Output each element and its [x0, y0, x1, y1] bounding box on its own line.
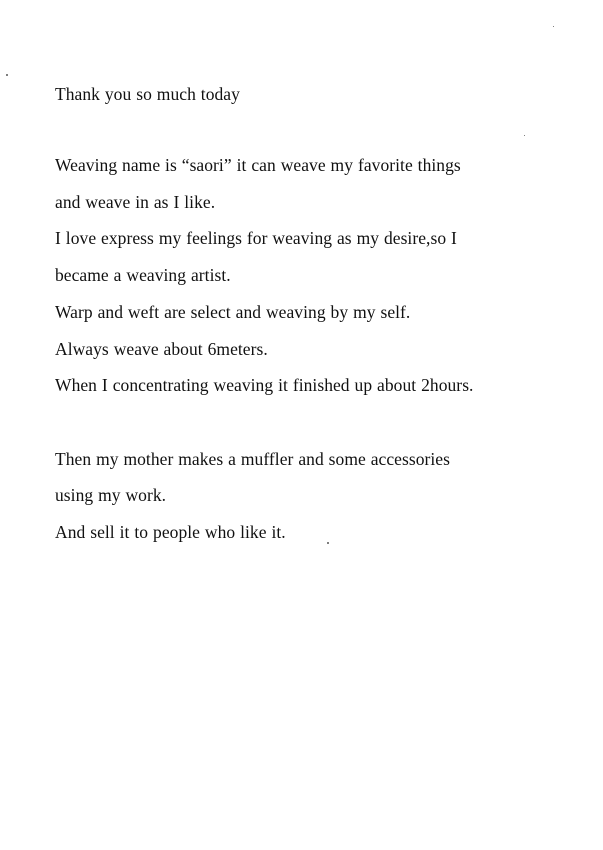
paragraph2-line-1: Then my mother makes a muffler and some accessories — [55, 449, 450, 469]
paragraph1-line-1: Weaving name is “saori” it can weave my favorite things — [55, 155, 461, 175]
paragraph1-line-6: Always weave about 6meters. — [55, 339, 268, 359]
paragraph1-line-2: and weave in as I like. — [55, 192, 216, 212]
greeting-line: Thank you so much today — [55, 84, 240, 104]
scan-speck — [327, 542, 329, 544]
scan-speck — [6, 74, 8, 76]
scan-speck — [524, 135, 525, 136]
paragraph1-line-3: I love express my feelings for weaving as my desire,so I — [55, 228, 457, 248]
paragraph2-line-3: And sell it to people who like it. — [55, 522, 286, 542]
paragraph1-line-4: became a weaving artist. — [55, 265, 231, 285]
paragraph1-line-5: Warp and weft are select and weaving by my self. — [55, 302, 411, 322]
scan-speck — [553, 26, 554, 27]
paragraph2-line-2: using my work. — [55, 485, 167, 505]
paragraph1-line-7: When I concentrating weaving it finished up about 2hours. — [55, 375, 474, 395]
